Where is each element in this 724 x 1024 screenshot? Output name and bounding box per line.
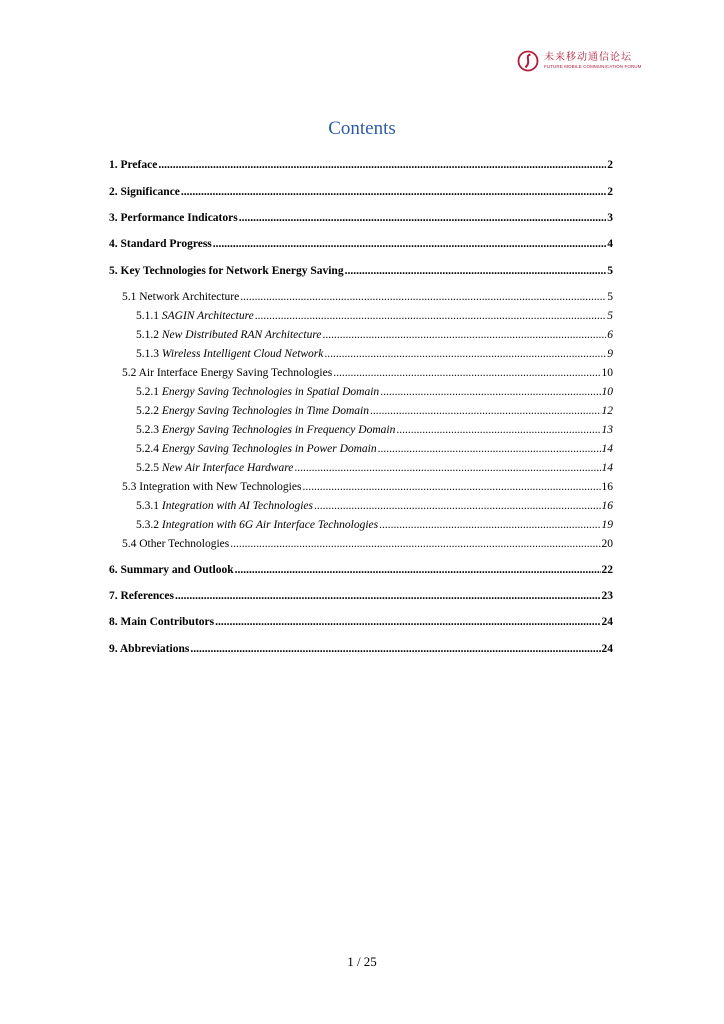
- toc-entry[interactable]: 5.3.2 Integration with 6G Air Interface Technologies ..... 19: [136, 518, 613, 532]
- logo-english-text: FUTURE MOBILE COMMUNICATION FORUM: [544, 63, 642, 69]
- logo-chinese-text: 未来移动通信论坛: [544, 51, 632, 63]
- toc-entry[interactable]: 5.3 Integration with New Technologies ..... 16: [122, 480, 613, 494]
- toc-entry[interactable]: 4. Standard Progress ..... 4: [109, 237, 613, 251]
- toc-entry[interactable]: 5.2.4 Energy Saving Technologies in Power Domain ..... 14: [136, 442, 613, 456]
- toc-entry[interactable]: 5.2.3 Energy Saving Technologies in Frequency Domain ..... 13: [136, 423, 613, 437]
- toc-entry[interactable]: 6. Summary and Outlook ..... 22: [109, 563, 613, 577]
- toc-entry[interactable]: 9. Abbreviations ..... 24: [109, 642, 613, 656]
- toc-entry[interactable]: 5.2.2 Energy Saving Technologies in Time Domain ..... 12: [136, 404, 613, 418]
- toc-entry[interactable]: 5.1.1 SAGIN Architecture ..... 5: [136, 309, 613, 323]
- forum-logo: [517, 50, 641, 72]
- toc-entry[interactable]: 5.3.1 Integration with AI Technologies ..... 16: [136, 499, 613, 513]
- toc-entry[interactable]: 3. Performance Indicators ..... 3: [109, 211, 613, 225]
- toc-entry[interactable]: 5.1 Network Architecture ..... 5: [122, 290, 613, 304]
- toc-entry[interactable]: 5.2.5 New Air Interface Hardware ..... 14: [136, 461, 613, 475]
- toc-entry[interactable]: 1. Preface ..... 2: [109, 158, 613, 172]
- toc-entry[interactable]: 5. Key Technologies for Network Energy Saving ..... 5: [109, 264, 613, 278]
- toc-entry[interactable]: 5.2 Air Interface Energy Saving Technologies ..... 10: [122, 366, 613, 380]
- toc-entry[interactable]: 5.1.2 New Distributed RAN Architecture ..... 6: [136, 328, 613, 342]
- toc-entry[interactable]: 8. Main Contributors ..... 24: [109, 615, 613, 629]
- toc-entry[interactable]: 5.4 Other Technologies ..... 20: [122, 537, 613, 551]
- toc-entry[interactable]: 7. References ..... 23: [109, 589, 613, 603]
- toc-entry[interactable]: 5.1.3 Wireless Intelligent Cloud Network ..... 9: [136, 347, 613, 361]
- toc-entry[interactable]: 2. Significance ..... 2: [109, 185, 613, 199]
- page-number: 1 / 25: [347, 954, 377, 969]
- forum-logo-icon: [517, 50, 539, 72]
- page-title: Contents: [328, 118, 396, 139]
- toc-entry[interactable]: 5.2.1 Energy Saving Technologies in Spatial Domain ..... 10: [136, 385, 613, 399]
